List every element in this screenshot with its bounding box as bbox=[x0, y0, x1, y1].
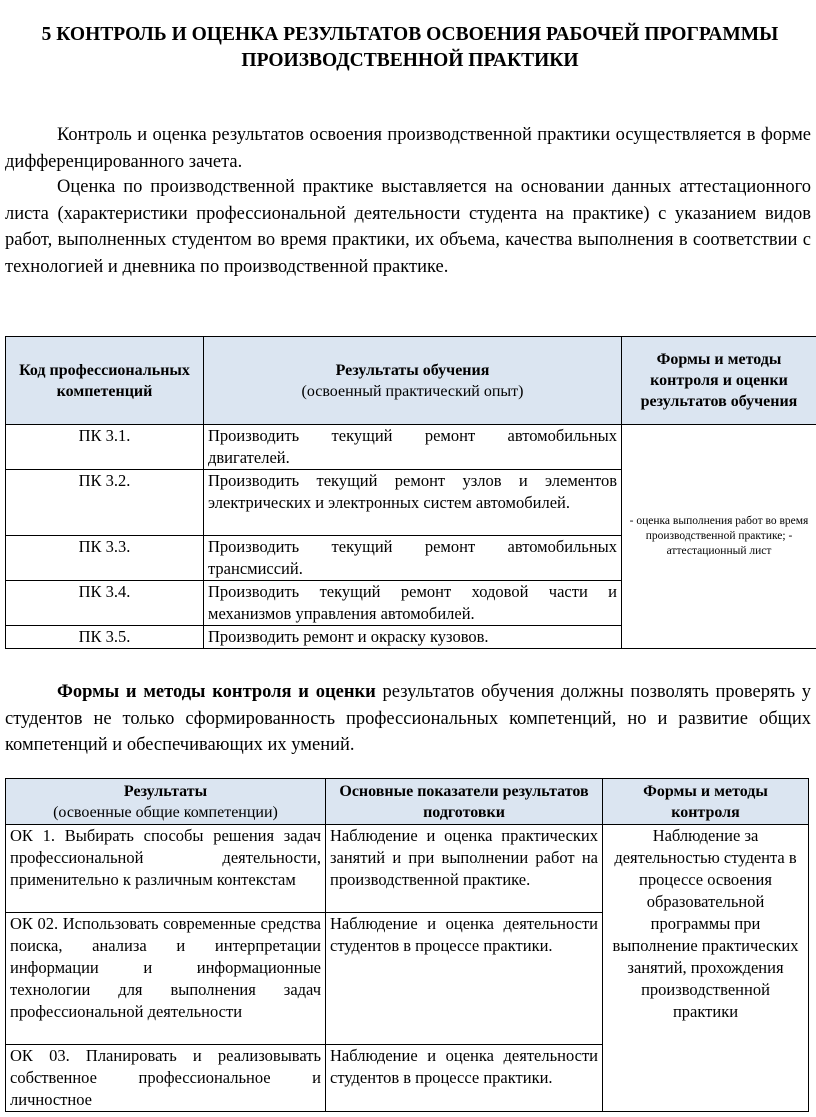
competency-indicator: Наблюдение и оценка практических занятий и при выполнении работ на производственной практике. bbox=[326, 825, 603, 913]
paragraph-text: результатов обучения должны позволять проверять у студентов не только сформированность профессиональных компетенций, но и развитие общих компетенций и обеспечивающих их умений. bbox=[5, 682, 811, 755]
control-methods: - оценка выполнения работ во время производственной практике; - аттестационный лист bbox=[622, 425, 816, 649]
section-title: 5 КОНТРОЛЬ И ОЦЕНКА РЕЗУЛЬТАТОВ ОСВОЕНИЯ РАБОЧЕЙ ПРОГРАММЫ ПРОИЗВОДСТВЕННОЙ ПРАКТИКИ bbox=[41, 24, 779, 71]
paragraph-text: Оценка по производственной практике выставляется на основании данных аттестационного листа (характеристики профессиональной деятельности студента на практике) с указанием видов работ, выполненных студентом во время практики, их объема, качества выполнения в соответствии с технологией и дневника по производственной практике. bbox=[5, 177, 811, 277]
competency-result: ОК 1. Выбирать способы решения задач профессиональной деятельности, применительно к различным контекстам bbox=[6, 825, 326, 913]
paragraph-forms-and-methods bbox=[5, 679, 811, 759]
competency-code: ПК 3.3. bbox=[6, 536, 204, 581]
control-methods: Наблюдение за деятельностью студента в процессе освоения образовательной программы при выполнение практических занятий, прохождения производственной практики bbox=[603, 825, 809, 1112]
competency-result: Производить текущий ремонт ходовой части и механизмов управления автомобилей. bbox=[204, 581, 622, 626]
competency-result: Производить ремонт и окраску кузовов. bbox=[204, 626, 622, 649]
header-results: Результаты (освоенные общие компетенции) bbox=[6, 779, 326, 825]
general-competencies-table bbox=[5, 778, 809, 1112]
table-row bbox=[6, 425, 816, 470]
competency-result: ОК 03. Планировать и реализовывать собственное профессиональное и личностное bbox=[6, 1045, 326, 1112]
header-code: Код профессиональных компетенций bbox=[6, 337, 204, 425]
competency-indicator: Наблюдение и оценка деятельности студентов в процессе практики. bbox=[326, 1045, 603, 1112]
paragraph-form-of-control bbox=[5, 122, 811, 175]
header-methods: Формы и методы контроля и оценки результатов обучения bbox=[622, 337, 816, 425]
paragraph-text: Контроль и оценка результатов освоения производственной практики осуществляется в форме дифференцированного зачета. bbox=[5, 125, 811, 172]
header-methods: Формы и методы контроля bbox=[603, 779, 809, 825]
competency-result: Производить текущий ремонт узлов и элементов электрических и электронных систем автомобилей. bbox=[204, 470, 622, 536]
competency-result: Производить текущий ремонт автомобильных двигателей. bbox=[204, 425, 622, 470]
competency-code: ПК 3.2. bbox=[6, 470, 204, 536]
competency-code: ПК 3.5. bbox=[6, 626, 204, 649]
paragraph-bold-lead: Формы и методы контроля и оценки bbox=[57, 682, 376, 702]
paragraph-assessment-basis bbox=[5, 174, 811, 280]
competency-code: ПК 3.4. bbox=[6, 581, 204, 626]
table-header-row bbox=[6, 779, 809, 825]
competency-code: ПК 3.1. bbox=[6, 425, 204, 470]
table-header-row bbox=[6, 337, 816, 425]
table-row bbox=[6, 825, 809, 913]
professional-competencies-table bbox=[5, 336, 816, 649]
competency-result: ОК 02. Использовать современные средства поиска, анализа и интерпретации информации и информационные технологии для выполнения задач профессиональной деятельности bbox=[6, 913, 326, 1045]
competency-indicator: Наблюдение и оценка деятельности студентов в процессе практики. bbox=[326, 913, 603, 1045]
competency-result: Производить текущий ремонт автомобильных трансмиссий. bbox=[204, 536, 622, 581]
header-results: Результаты обучения (освоенный практический опыт) bbox=[204, 337, 622, 425]
header-indicators: Основные показатели результатов подготовки bbox=[326, 779, 603, 825]
